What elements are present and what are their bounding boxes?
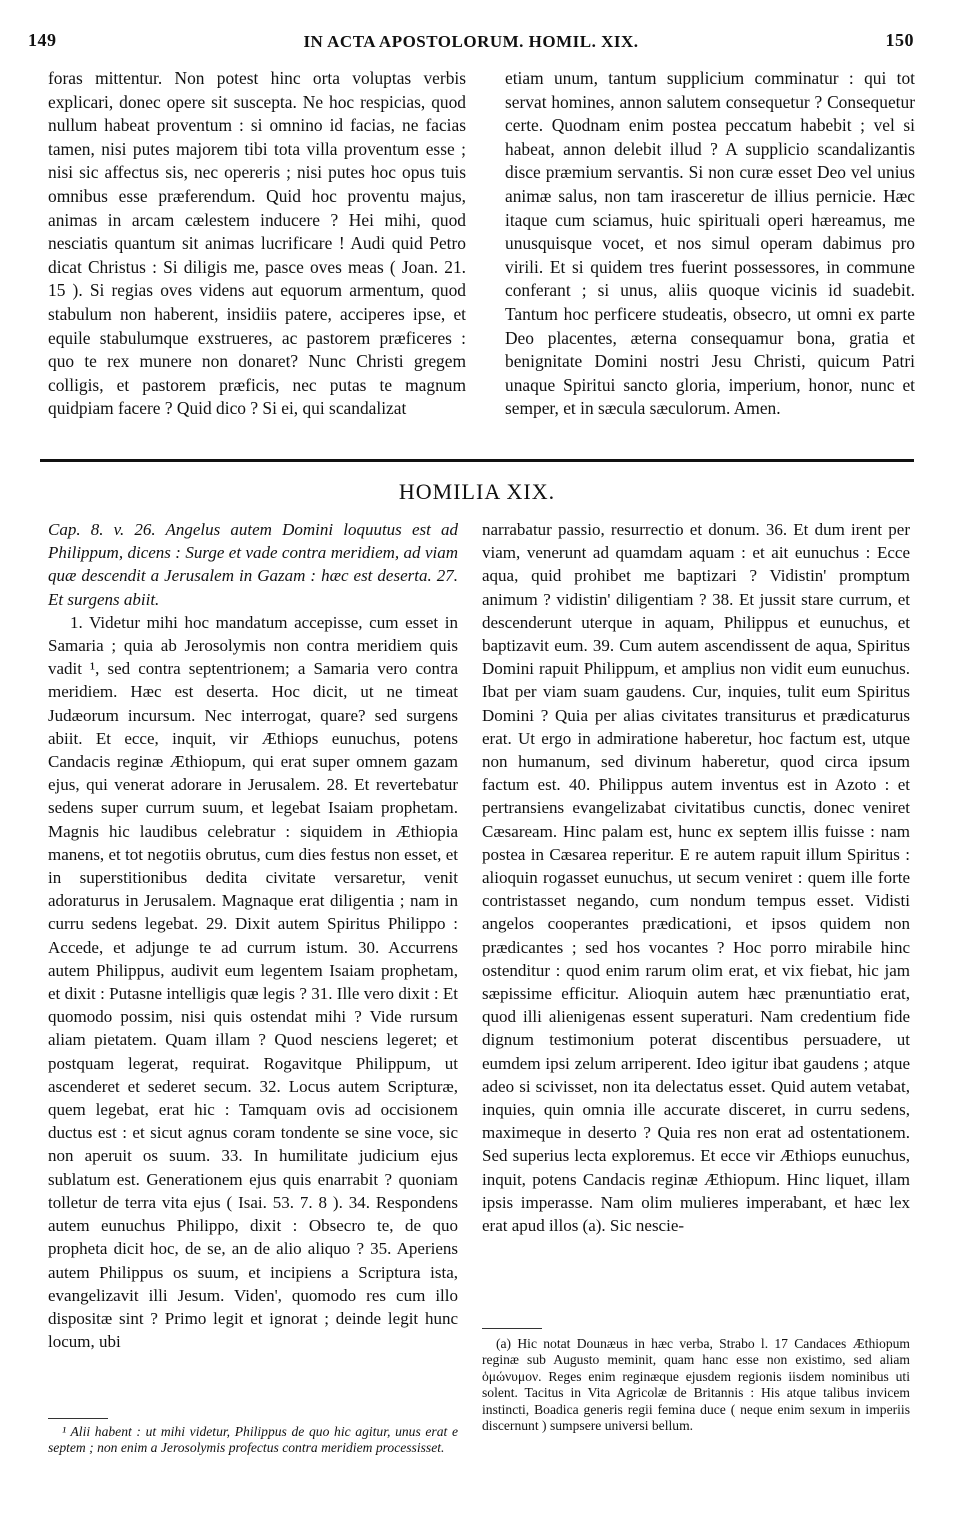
- footnote-divider-left: [48, 1418, 108, 1419]
- footnote-right: [482, 1336, 910, 1434]
- running-title: IN ACTA APOSTOLORUM. HOMIL. XIX.: [303, 32, 639, 51]
- top-right-text: etiam unum, tantum supplicium comminatur : qui tot servat homines, annon salutem consequetur ? Consequetur certe. Quodnam enim postea peccatum habebit ; vel si habeat, annon delebit illud ? A supplicio scandalizantis disce præmium servantis. Si non curæ esset Deo vel unius animæ salus, non tam irasceretur de illius pernicie. Hæc itaque cum sciamus, huic spirituali operi hæreamus, me unusquisque vocet, et nos simul operam dabimus pro virili. Et si quidem tres fuerint possessores, in commune conferant ; si unus, aliis quoque vicinis id suadebit. Tantum hoc perficere studeatis, obsecro, ut omni ex parte Deo placentes, æterna consequamur bona, gratia et benignitate Domini nostri Jesu Christi, quicum Patri unaque Spiritui sancto gloria, imperium, honor, nunc et semper, et in sæcula sæculorum. Amen.: [505, 68, 915, 419]
- bottom-right-column: [482, 518, 910, 1237]
- page-number-left: 149: [28, 30, 57, 50]
- bottom-left-column: [48, 518, 458, 1353]
- section-divider: [40, 459, 914, 462]
- bottom-right-text: narrabatur passio, resurrectio et donum. 36. Et dum irent per viam, venerunt ad quamdam aquam : et ait eunuchus : Ecce aqua, quid prohibet me baptizari ? Vidistin' promptum animum ? vidistin' diligentiam ? 38. Et jussit stare currum, et descenderunt uterque in aquam, Philippus et eunuchus, et baptizavit eum. 39. Cum autem ascendissent de aqua, Spiritus Domini rapuit Philippum, et amplius non vidit eum eunuchus. Ibat per viam suam gaudens. Cur, inquies, tulit eum Spiritus Domini ? Quia per alias civitates transiturus et prædicaturus erat. Ut ergo in admiratione haberetur, hoc factum est, utque non humanum, sed divinum haberetur, quod circa ipsum factum est. 40. Philippus autem inventus est in Azoto : et pertransiens evangelizabat civitatibus cunctis, donec veniret Cæsaream. Hinc palam est, hunc ex septem illis fuisse : nam postea in Cæsarea reperitur. E re autem rapuit illum Spiritus : alioquin rogasset eunuchus, ut secum veniret : quem ille forte contristasset negando, cum nondum tempus esset. Vidisti angelos cooperantes prædicationi, et ipsos quidem non prædicantes ; sed hos vocantes ? Hoc porro mirabile hinc ostenditur : quod enim rarum olim erat, et vix fiebat, hic jam sæpissime efficitur. Alioquin autem hæc prænuntiatio erat, quod illi alienigenas essent superaturi. Nam credentium fide dignum testimonium poterat discentibus persuadere, ut eumdem ipsi zelum arriperent. Ideo igitur ibat gaudens ; atque adeo si scivisset, non ita delectatus esset. Quid autem vetabat, inquies, quin omnia ille accurate disceret, in curru sedens, maximeque in deserto ? Quia res non erat ad ostentationem. Sed superius lecta exploremus. Et ecce vir Æthiops eunuchus, inquit, potens Candacis reginæ Æthiopum. Hinc liquet, illam ipsis imperasse. Nam olim mulieres imperabant, et hæc lex erat apud illos (a). Sic nescie-: [482, 520, 910, 1236]
- footnote-right-text: (a) Hic notat Dounæus in hæc verba, Strabo l. 17 Candaces Æthiopum reginæ sub Augusto meminit, quam hanc esse non existimo, sed aliam ὁμώνυμον. Reges enim reginæque ejusdem regionis iisdem nominibus uti solent. Tacitus in Vita Agricolæ de Britannis : His atque talibus invicem instincti, Boadica generis regii femina duce ( neque enim sexum in imperiis discernunt ) sumpsere universi bellum.: [482, 1336, 910, 1434]
- page-header: [28, 30, 914, 60]
- footnote-left: [48, 1424, 458, 1457]
- chapter-lemma: Cap. 8. v. 26. Angelus autem Domini loquutus est ad Philippum, dicens : Surge et vade contra meridiem, ad viam quæ descendit a Jerusalem in Gazam : hæc est deserta. 27. Et surgens abiit.: [48, 520, 458, 609]
- top-left-column: [48, 67, 466, 421]
- top-left-text: foras mittentur. Non potest hinc orta voluptas verbis explicari, donec opere sit suscepta. Ne hoc respicias, quod nullum habeat proventum : si omnino id facias, ne facias tamen, nisi putes majorem tibi tota villa proventum esse ; nisi sic affectus sis, nec opereris ; nisi putes hoc opus tuis omnibus esse præferendum. Quid hoc proventu majus, animas in arcam cælestem inducere ? Hei mihi, quod nesciatis quantum sit animas lucrificare ! Audi quid Petro dicat Christus : Si diligis me, pasce oves meas ( Joan. 21. 15 ). Si regias oves videns aut equorum armentum, quod stabulum non haberent, insidiis patere, acciperes ipse, et equile stabulumque exstrueres, ac pastorem præficeres : quo te rex munere non donaret? Nunc Christi gregem colligis, et pastorem præficis, nec putas te magnum quidpiam facere ? Quid dico ? Si ei, qui scandalizat: [48, 68, 466, 419]
- footnote-left-text: ¹ Alii habent : ut mihi videtur, Philippus de quo hic agitur, unus erat e septem ; non enim a Jerosolymis profectus contra meridiem processisset.: [48, 1424, 458, 1456]
- homily-heading: HOMILIA XIX.: [398, 479, 556, 504]
- footnote-divider-right: [482, 1328, 542, 1329]
- top-right-column: [505, 67, 915, 421]
- page-number-right: 150: [885, 30, 914, 50]
- bottom-left-text: 1. Videtur mihi hoc mandatum accepisse, cum esset in Samaria ; quia ab Jerosolymis non contra meridiem quis vadit ¹, sed contra septentrionem; a Samaria vero contra meridiem. Hæc est deserta. Hoc dicit, ut ne timeat Judæorum incursum. Nec interrogat, quare? sed surgens abiit. Et ecce, inquit, vir Æthiops eunuchus, potens Candacis reginæ Æthiopum, qui erat super omnem gazam ejus, qui venerat adorare in Jerusalem. 28. Et revertebatur sedens super currum suum, et legebat Isaiam prophetam. Magnis hic laudibus celebratur : siquidem in Æthiopia manens, et tot negotiis obrutus, cum dies festus non esset, et in superstitionibus dedita civitate versaretur, venit adoraturus in Jerusalem. Magnaque erat diligentia ; nam in curru sedens legebat. 29. Dixit autem Spiritus Philippo : Accede, et adjunge te ad currum istum. 30. Accurrens autem Philippus, audivit eum legentem Isaiam prophetam, et dixit : Putasne intelligis quæ legis ? 31. Ille vero dixit : Et quomodo possim, nisi quis ostendat mihi ? Vide rursum aliam pietatem. Quam illam ? Quod nesciens legeret; et postquam legerat, requirat. Rogavitque Philippum, ut ascenderet et sederet secum. 32. Locus autem Scripturæ, quem legebat, erat hic : Tamquam ovis ad occisionem ductus est : et sicut agnus coram tondente se sine voce, sic non aperuit os suum. 33. In humilitate judicium ejus sublatum est. Generationem ejus quis enarrabit ? quoniam tolletur de terra vita ejus ( Isai. 53. 7. 8 ). 34. Respondens autem eunuchus Philippo, dixit : Obsecro te, de quo propheta dicit hoc, de se, an de alio aliquo ? 35. Aperiens autem Philippus os suum, et incipiens a Scriptura ista, evangelizavit illi Jesum. Viden', quomodo res cum illo dispositæ sint ? Primo legit et ignorat ; deinde legit hunc locum, ubi: [48, 612, 458, 1352]
